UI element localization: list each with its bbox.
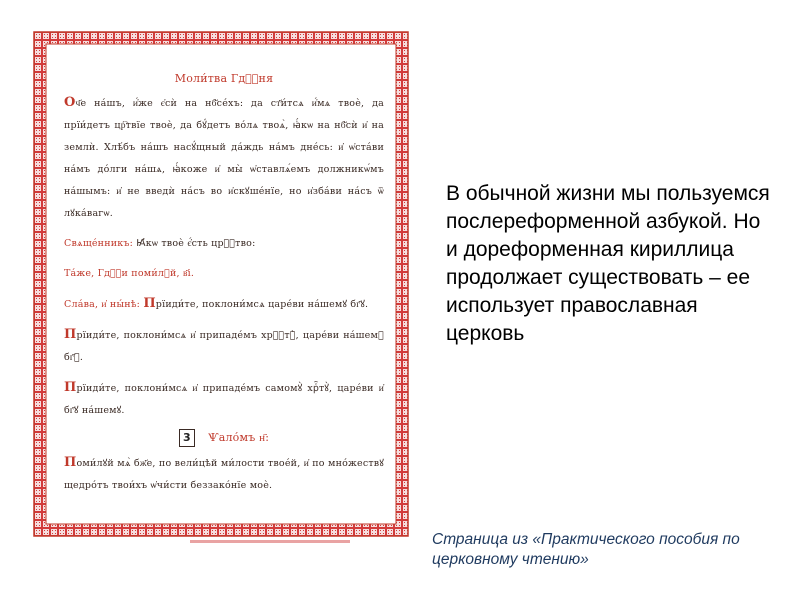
priest-line — [64, 233, 384, 255]
prayer-text-block — [64, 70, 384, 497]
verse-two — [64, 324, 384, 369]
lords-prayer-paragraph — [64, 92, 384, 225]
page-bottom-ornament — [190, 540, 350, 543]
psalm-verse — [64, 452, 384, 497]
red-initial-letter: П — [64, 380, 77, 395]
slide-main-text: В обычной жизни мы пользуемся послереформенной азбукой. Но и дореформенная кириллица продолжает существовать – ее использует православная церковь — [446, 182, 770, 345]
slava-text: рїиди́те, поклони́мсѧ царе́ви на́шемꙋ бг҃ꙋ. — [155, 299, 369, 310]
psalm-heading — [64, 428, 384, 448]
verse-three-text: рїиди́те, поклони́мсѧ и҆ припаде́мъ самомꙋ̀ хрⷭ҇тꙋ̀, царе́ви и҆ бг҃ꙋ на́шемꙋ. — [64, 383, 384, 416]
verse-two-text: рїиди́те, поклони́мсѧ и҆ припаде́мъ хрⷭ҇тꙋ̀, царе́ви на́шемꙋ бг҃ꙋ. — [64, 330, 384, 363]
red-initial-letter: О — [64, 95, 76, 110]
psalm-text: оми́лꙋй мѧ̀ бж҃е, по вели́цѣй ми́лости твое́й, и҆ по мно́жествꙋ щедро́тъ твои́хъ ѡ҆чи́сти беззако́нїе моѐ. — [64, 458, 384, 491]
psalm-number-box: 3 — [179, 429, 195, 447]
image-caption: Страница из «Практического пособия по церковному чтению» — [432, 531, 740, 568]
red-initial-letter: П — [64, 327, 77, 342]
red-initial-letter: П — [143, 296, 156, 311]
verse-three — [64, 377, 384, 422]
priest-text: Ꙗ҆́кѡ твоѐ є҆́сть црⷭ҇тво: — [136, 238, 256, 249]
red-initial-letter: П — [64, 455, 77, 470]
priest-label: Свѧще́нникъ: — [64, 238, 134, 249]
slava-label: Сла́ва, и҆ ны́нѣ: — [64, 299, 141, 310]
tazhe-line: Та́же, Гдⷭ҇и поми́лꙋй, в҃і. — [64, 268, 195, 279]
psalm-title: Ѱало́мъ н҃: — [208, 431, 270, 444]
church-book-page-image — [30, 28, 412, 540]
slava-verse — [64, 293, 384, 316]
lords-prayer-text: ч҃е на́шъ, и҆́же є҆сѝ на нб҃се́хъ: да ст҃и́тсѧ и҆́мѧ твоѐ, да прїи́детъ цр҇твїе твоѐ, да бꙋ́детъ во́лѧ твоѧ̀, ꙗ҆́кѡ на нб҃сѝ и҆ на землѝ. Хлѣ́бъ на́шъ насꙋ́щный да́ждь на́мъ дне́сь: и҆ ѡ҆ста́ви на́мъ до́лги на́шѧ, ꙗ҆́коже и҆ мы̀ ѡ҆ставлѧ́емъ должникѡ́мъ на́шымъ: и҆ не введѝ на́съ во и҆скꙋше́нїе, но и҆зба́ви на́съ ѿ лꙋка́вагѡ. — [64, 98, 384, 219]
prayer-title: Моли́тва Гдⷭ҇ня — [174, 72, 274, 85]
